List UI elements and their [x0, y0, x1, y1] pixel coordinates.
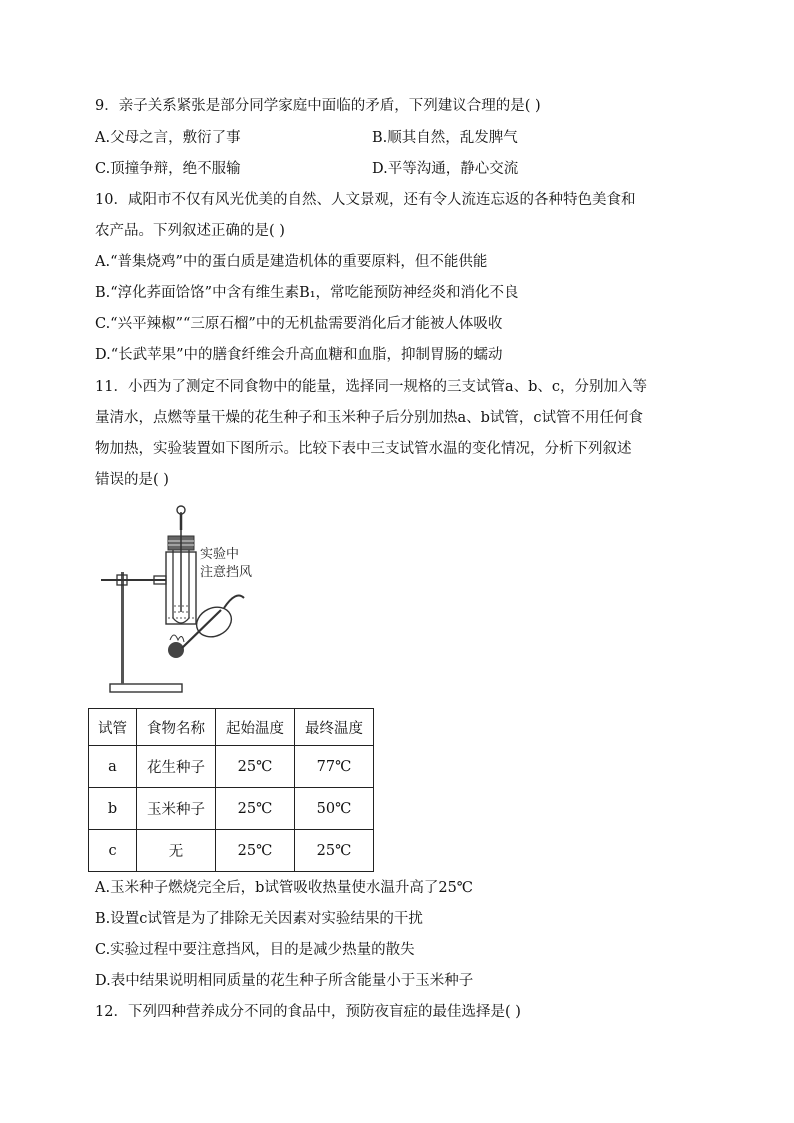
table-cell: 25℃ [216, 788, 295, 830]
q9-option-a: A.父母之言，敷衍了事 [95, 130, 241, 146]
q10-stem-line1: 10．咸阳市不仅有风光优美的自然、人文景观，还有令人流连忘返的各种特色美食和 [95, 192, 636, 208]
q9-stem: 9．亲子关系紧张是部分同学家庭中面临的矛盾，下列建议合理的是( ) [95, 98, 541, 114]
table-cell: 花生种子 [137, 746, 216, 788]
table-row [89, 788, 374, 830]
table-cell: 无 [137, 830, 216, 872]
table-header: 试管 [89, 709, 137, 746]
q10-option-c: C.“兴平辣椒”“三原石榴”中的无机盐需要消化后才能被人体吸收 [95, 316, 503, 332]
table-cell: 77℃ [295, 746, 374, 788]
experiment-apparatus-figure [96, 500, 296, 696]
table-row [89, 830, 374, 872]
figure-label-line1: 实验中 [200, 547, 240, 562]
table-cell: c [89, 830, 137, 872]
table-row [89, 746, 374, 788]
table-cell: 50℃ [295, 788, 374, 830]
q11-stem-line2: 量清水，点燃等量干燥的花生种子和玉米种子后分别加热a、b试管，c试管不用任何食 [95, 410, 644, 426]
q9-option-c: C.顶撞争辩，绝不服输 [95, 161, 241, 177]
q11-stem-line3: 物加热，实验装置如下图所示。比较下表中三支试管水温的变化情况，分析下列叙述 [95, 441, 632, 457]
table-header: 起始温度 [216, 709, 295, 746]
table-header: 最终温度 [295, 709, 374, 746]
q10-stem-line2: 农产品。下列叙述正确的是( ) [95, 223, 285, 239]
needle-handle [182, 610, 221, 648]
table-cell: 25℃ [295, 830, 374, 872]
temperature-table [88, 708, 374, 872]
q10-option-d: D.“长武苹果”中的膳食纤维会升高血糖和血脂，抑制胃肠的蠕动 [95, 347, 503, 363]
stand-base [110, 684, 182, 692]
table-header-row [89, 709, 374, 746]
table-cell: 25℃ [216, 746, 295, 788]
q12-stem: 12．下列四种营养成分不同的食品中，预防夜盲症的最佳选择是( ) [95, 1004, 521, 1020]
table-cell: b [89, 788, 137, 830]
wind-shield [192, 602, 236, 643]
table-header: 食物名称 [137, 709, 216, 746]
q11-option-a: A.玉米种子燃烧完全后，b试管吸收热量使水温升高了25℃ [95, 880, 474, 896]
burning-seed [168, 642, 184, 658]
q9-option-d: D.平等沟通，静心交流 [372, 161, 519, 177]
table-cell: a [89, 746, 137, 788]
q10-option-b: B.“淳化荞面饸饹”中含有维生素B₁，常吃能预防神经炎和消化不良 [95, 285, 519, 301]
q11-option-d: D.表中结果说明相同质量的花生种子所含能量小于玉米种子 [95, 973, 474, 989]
q11-stem-line1: 11．小西为了测定不同食物中的能量，选择同一规格的三支试管a、b、c，分别加入等 [95, 379, 647, 395]
table-cell: 玉米种子 [137, 788, 216, 830]
q11-option-c: C.实验过程中要注意挡风，目的是减少热量的散失 [95, 942, 415, 958]
q11-option-b: B.设置c试管是为了排除无关因素对实验结果的干扰 [95, 911, 423, 927]
stand-rod [121, 572, 124, 684]
table-cell: 25℃ [216, 830, 295, 872]
q9-option-b: B.顺其自然，乱发脾气 [372, 130, 518, 146]
figure-label-line2: 注意挡风 [200, 565, 253, 580]
q10-option-a: A.“普集烧鸡”中的蛋白质是建造机体的重要原料，但不能供能 [95, 254, 488, 270]
q11-stem-line4: 错误的是( ) [95, 472, 169, 488]
